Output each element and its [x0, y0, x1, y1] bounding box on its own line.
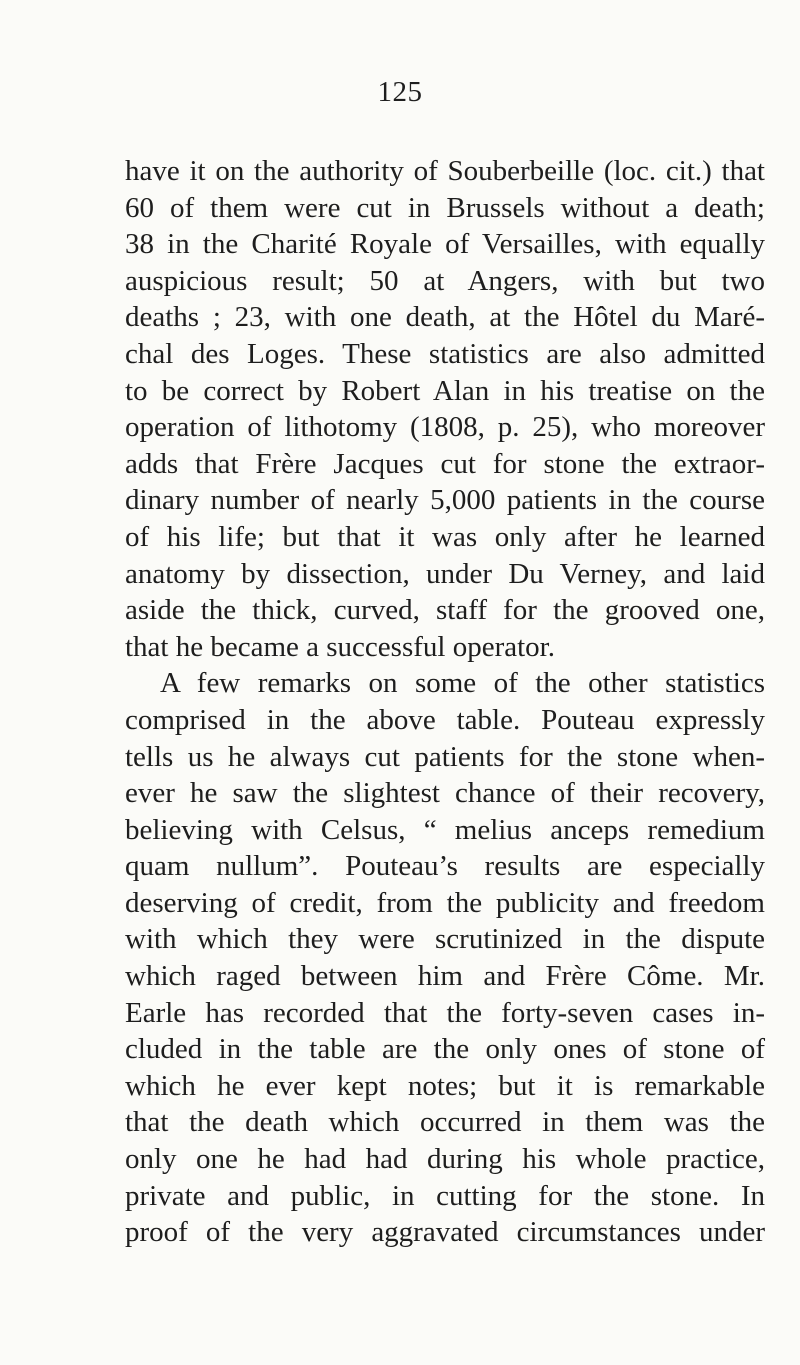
- text-line: deaths ; 23, with one death, at the Hôtel du Maré-: [125, 301, 765, 334]
- text-line: adds that Frère Jacques cut for stone the extraor-: [125, 447, 765, 480]
- text-line: dinary number of nearly 5,000 patients in the course: [125, 484, 765, 517]
- text-line: only one he had had during his whole practice,: [125, 1143, 765, 1176]
- text-line: with which they were scrutinized in the dispute: [125, 923, 765, 956]
- text-line: have it on the authority of Souberbeille (loc. cit.) that: [125, 155, 765, 187]
- text-line: Earle has recorded that the forty-seven cases in-: [125, 996, 765, 1029]
- body-text: [125, 153, 765, 1251]
- text-line: anatomy by dissection, under Du Verney, and laid: [125, 557, 765, 590]
- text-line: proof of the very aggravated circumstances under: [125, 1216, 765, 1249]
- text-line: that the death which occurred in them was the: [125, 1106, 765, 1139]
- text-line: chal des Loges. These statistics are also admitted: [125, 337, 765, 370]
- text-line: operation of lithotomy (1808, p. 25), who moreover: [125, 411, 765, 444]
- text-line: cluded in the table are the only ones of stone of: [125, 1033, 765, 1066]
- text-line: 38 in the Charité Royale of Versailles, with equally: [125, 228, 765, 261]
- text-line: quam nullum”. Pouteau’s results are especially: [125, 850, 765, 883]
- text-line: believing with Celsus, “ melius anceps remedium: [125, 813, 765, 846]
- text-line: which raged between him and Frère Côme. Mr.: [125, 960, 765, 993]
- text-line: to be correct by Robert Alan in his treatise on the: [125, 374, 765, 407]
- text-line: private and public, in cutting for the stone. In: [125, 1179, 765, 1212]
- text-line: 60 of them were cut in Brussels without a death;: [125, 191, 765, 224]
- page-number: 125: [377, 76, 423, 108]
- text-line: A few remarks on some of the other statistics: [160, 667, 765, 700]
- text-line: comprised in the above table. Pouteau expressly: [125, 703, 765, 736]
- text-line: that he became a successful operator.: [125, 630, 555, 663]
- text-line: aside the thick, curved, staff for the grooved one,: [125, 594, 765, 627]
- text-line: deserving of credit, from the publicity and freedom: [125, 886, 765, 919]
- text-line: tells us he always cut patients for the stone when-: [125, 740, 765, 773]
- text-line: of his life; but that it was only after he learned: [125, 520, 765, 553]
- text-line: ever he saw the slightest chance of their recovery,: [125, 777, 765, 810]
- text-line: auspicious result; 50 at Angers, with but two: [125, 264, 765, 297]
- text-line: which he ever kept notes; but it is remarkable: [125, 1069, 765, 1102]
